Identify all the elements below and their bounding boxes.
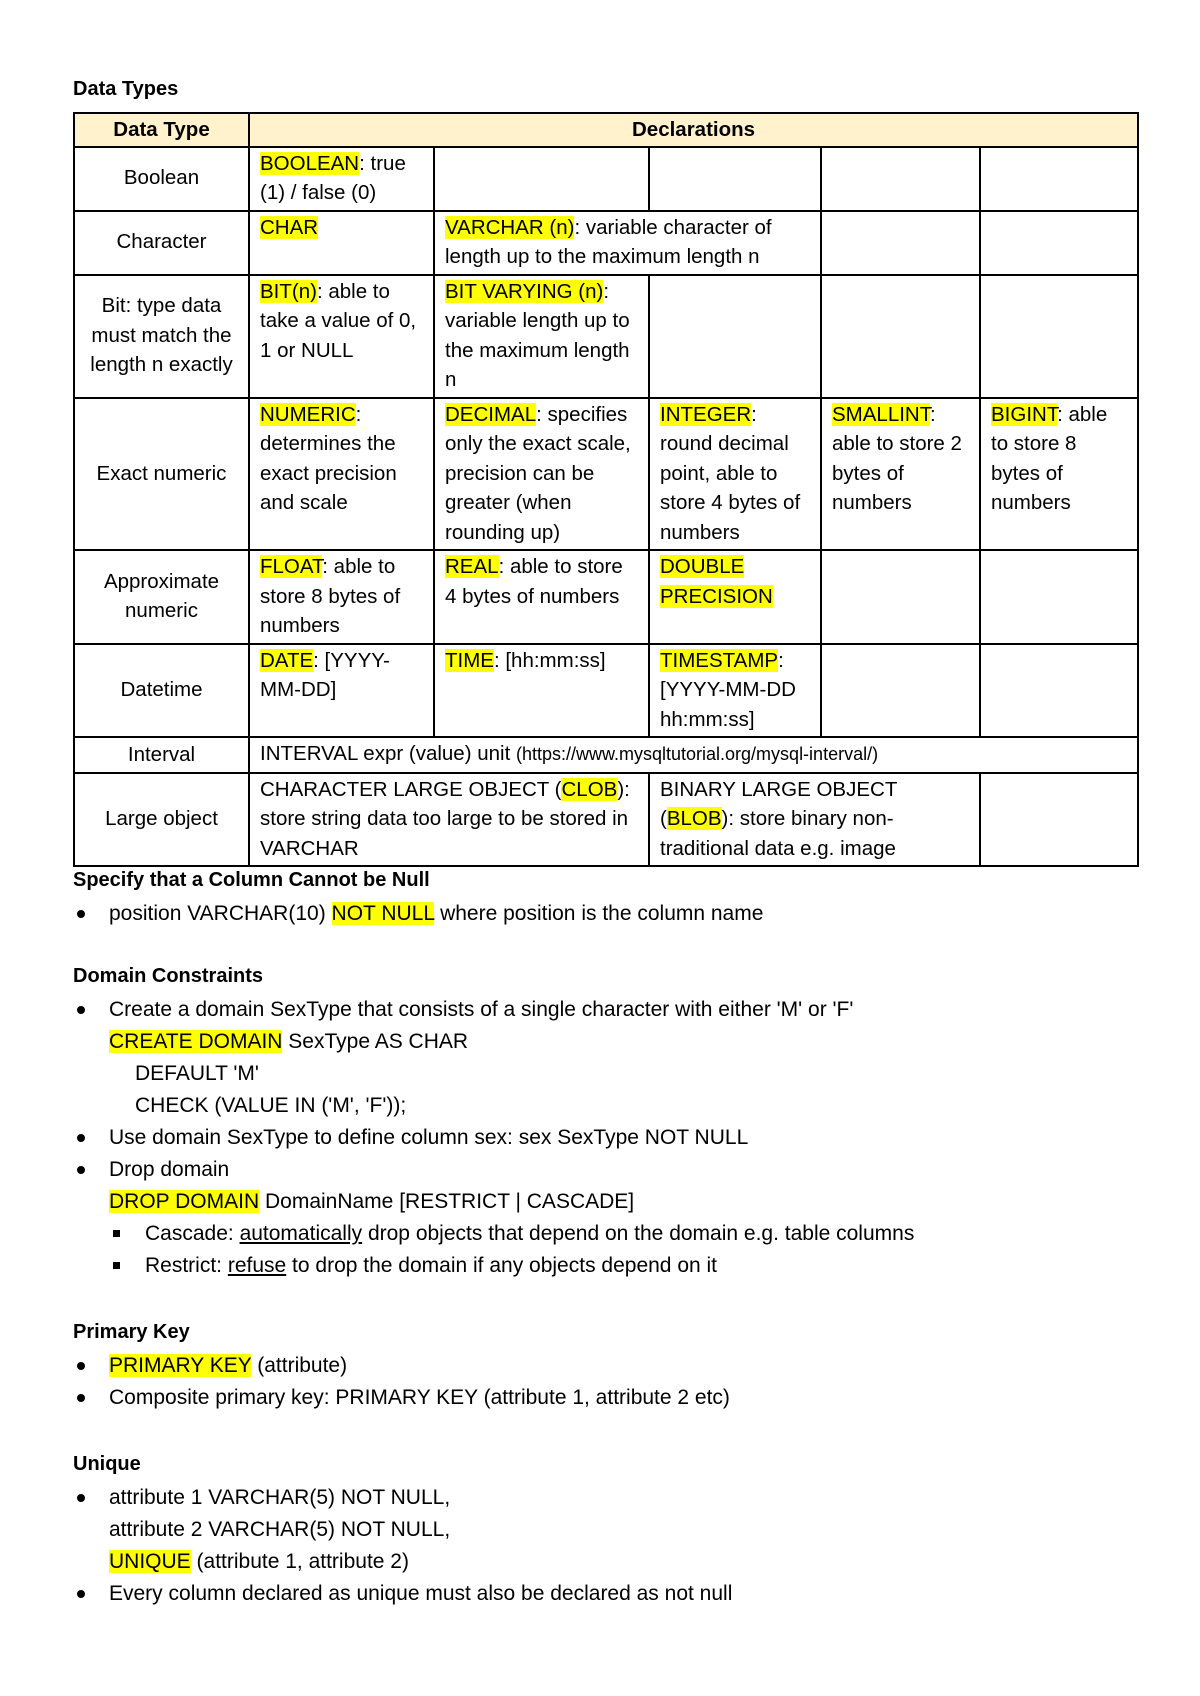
declaration-text: : specifies only the exact scale, precision can be greater (when rounding up) — [445, 402, 631, 544]
declaration-text: : able to store 2 bytes of numbers — [832, 402, 962, 514]
keyword-highlight: SMALLINT — [832, 402, 930, 426]
declaration-text: : true (1) / false (0) — [260, 151, 406, 204]
declaration-cell — [649, 550, 821, 644]
code-line — [109, 1546, 732, 1578]
table-row-character — [74, 211, 1138, 275]
table-row-exact-numeric — [74, 398, 1138, 551]
keyword-highlight: DOUBLE PRECISION — [660, 555, 773, 608]
declaration-cell — [249, 275, 434, 398]
keyword-highlight: DROP DOMAIN — [109, 1190, 260, 1213]
empty-cell — [649, 275, 821, 398]
declaration-text: INTERVAL expr (value) unit — [260, 742, 516, 765]
table-header-row — [74, 113, 1138, 147]
sub-list-item — [109, 1250, 914, 1282]
declaration-cell — [434, 211, 821, 275]
section-heading-primary-key: Primary Key — [73, 1321, 190, 1343]
code-line — [109, 1186, 914, 1218]
declaration-cell — [249, 398, 434, 551]
declaration-cell — [649, 644, 821, 738]
item-text: Restrict: — [145, 1254, 228, 1277]
item-text: (attribute) — [251, 1354, 348, 1377]
item-text: drop objects that depend on the domain e.g. table columns — [362, 1222, 915, 1245]
keyword-highlight: TIME — [445, 648, 494, 672]
table-row-boolean — [74, 147, 1138, 211]
keyword-highlight: DATE — [260, 648, 314, 672]
item-text: Use domain SexType to define column sex: sex SexType NOT NULL — [109, 1126, 749, 1149]
header-data-type: Data Type — [74, 113, 249, 147]
empty-cell — [980, 644, 1138, 738]
item-text: Cascade: — [145, 1222, 240, 1245]
empty-cell — [980, 773, 1138, 867]
keyword-highlight: BOOLEAN — [260, 151, 360, 175]
code-line — [109, 1026, 914, 1058]
section-heading-unique: Unique — [73, 1453, 141, 1475]
item-text: where position is the column name — [434, 902, 764, 925]
keyword-highlight: CHAR — [260, 215, 319, 239]
type-cell: Approximate numeric — [74, 550, 249, 644]
type-cell: Large object — [74, 773, 249, 867]
item-text: Every column declared as unique must also be declared as not null — [109, 1582, 733, 1605]
declaration-cell — [249, 644, 434, 738]
declaration-text: : round decimal point, able to store 4 bytes of numbers — [660, 402, 801, 544]
reference-url: (https://www.mysqltutorial.org/mysql-interval/) — [515, 744, 879, 764]
code-text: DomainName [RESTRICT | CASCADE] — [259, 1190, 635, 1213]
list-item — [73, 1122, 914, 1154]
declaration-text: : determines the exact precision and scale — [260, 402, 397, 514]
type-cell: Interval — [74, 737, 249, 773]
empty-cell — [821, 644, 980, 738]
keyword-highlight: NOT NULL — [331, 902, 435, 925]
table-row-bit — [74, 275, 1138, 398]
declaration-text: ): store string data too large to be stored in VARCHAR — [260, 777, 630, 860]
empty-cell — [980, 211, 1138, 275]
empty-cell — [980, 550, 1138, 644]
empty-cell — [821, 275, 980, 398]
section-heading-domain-constraints: Domain Constraints — [73, 965, 264, 987]
keyword-highlight: PRIMARY KEY — [109, 1354, 252, 1377]
code-line: attribute 1 VARCHAR(5) NOT NULL, — [109, 1486, 451, 1509]
declaration-cell — [980, 398, 1138, 551]
header-declarations: Declarations — [249, 113, 1138, 147]
empty-cell — [821, 550, 980, 644]
declaration-text: ): store binary non-traditional data e.g. image — [660, 807, 896, 860]
list-item — [73, 898, 763, 930]
declaration-text: : able to take a value of 0, 1 or NULL — [260, 279, 417, 362]
item-text: position VARCHAR(10) — [109, 902, 332, 925]
declaration-cell — [649, 398, 821, 551]
item-text: to drop the domain if any objects depend on it — [286, 1254, 718, 1277]
declaration-cell — [821, 398, 980, 551]
declaration-cell — [249, 211, 434, 275]
declaration-text: : able to store 8 bytes of numbers — [991, 402, 1108, 514]
drop-options-list — [109, 1218, 914, 1282]
list-item — [73, 1578, 732, 1610]
keyword-highlight: DECIMAL — [445, 402, 537, 426]
code-line: DEFAULT 'M' — [135, 1062, 259, 1085]
code-text: SexType AS CHAR — [282, 1030, 469, 1053]
empty-cell — [980, 147, 1138, 211]
keyword-highlight: REAL — [445, 555, 499, 578]
declaration-cell — [434, 644, 649, 738]
type-cell: Exact numeric — [74, 398, 249, 551]
type-cell: Boolean — [74, 147, 249, 211]
unique-list — [73, 1482, 732, 1610]
keyword-highlight: BIGINT — [991, 402, 1058, 426]
type-cell: Bit: type data must match the length n exactly — [74, 275, 249, 398]
declaration-text: : variable length up to the maximum length n — [445, 279, 630, 391]
declaration-text: : [hh:mm:ss] — [493, 648, 606, 672]
keyword-highlight: BIT(n) — [260, 279, 317, 303]
empty-cell — [649, 147, 821, 211]
declaration-text: : able to store 8 bytes of numbers — [260, 555, 401, 637]
empty-cell — [821, 211, 980, 275]
keyword-highlight: FLOAT — [260, 555, 323, 578]
declaration-text: : [YYYY-MM-DD] — [260, 648, 390, 701]
keyword-highlight: VARCHAR (n) — [445, 215, 575, 239]
section-heading-data-types: Data Types — [73, 78, 179, 100]
keyword-highlight: BLOB — [666, 807, 722, 830]
item-text: Composite primary key: PRIMARY KEY (attribute 1, attribute 2 etc) — [109, 1386, 730, 1409]
declaration-cell — [249, 773, 649, 867]
type-cell: Character — [74, 211, 249, 275]
list-item — [73, 1482, 732, 1578]
declaration-text: : [YYYY-MM-DD hh:mm:ss] — [660, 648, 796, 731]
declaration-text: BINARY LARGE OBJECT ( — [660, 777, 897, 830]
table-row-large-object — [74, 773, 1138, 867]
keyword-highlight: NUMERIC — [260, 402, 356, 426]
type-cell: Datetime — [74, 644, 249, 738]
table-row-interval — [74, 737, 1138, 773]
declaration-cell — [434, 275, 649, 398]
declaration-cell — [249, 147, 434, 211]
sub-list-item — [109, 1218, 914, 1250]
list-item — [73, 1350, 730, 1382]
table-row-datetime — [74, 644, 1138, 738]
not-null-list — [73, 898, 763, 930]
declaration-cell — [649, 773, 980, 867]
code-line: CHECK (VALUE IN ('M', 'F')); — [135, 1094, 407, 1117]
empty-cell — [434, 147, 649, 211]
empty-cell — [821, 147, 980, 211]
declaration-cell — [434, 550, 649, 644]
declaration-text: CHARACTER LARGE OBJECT ( — [260, 777, 562, 801]
table-row-approximate-numeric — [74, 550, 1138, 644]
list-item — [73, 1382, 730, 1414]
keyword-highlight: BIT VARYING (n) — [445, 279, 604, 303]
domain-list — [73, 994, 914, 1282]
declaration-text: : variable character of length up to the maximum length n — [445, 215, 772, 268]
code-line: attribute 2 VARCHAR(5) NOT NULL, — [109, 1518, 451, 1541]
item-text: Create a domain SexType that consists of a single character with either 'M' or 'F' — [109, 998, 854, 1021]
declaration-text: : able to store 4 bytes of numbers — [445, 555, 623, 608]
keyword-highlight: INTEGER — [660, 402, 752, 426]
list-item — [73, 1154, 914, 1282]
declaration-cell — [249, 550, 434, 644]
keyword-highlight: UNIQUE — [109, 1550, 191, 1573]
keyword-highlight: CREATE DOMAIN — [109, 1030, 283, 1053]
keyword-highlight: CLOB — [561, 777, 618, 801]
declaration-cell — [249, 737, 1138, 773]
section-heading-not-null: Specify that a Column Cannot be Null — [73, 869, 430, 891]
data-types-table — [73, 112, 1139, 867]
underlined-text: automatically — [239, 1222, 363, 1245]
item-text: Drop domain — [109, 1158, 230, 1181]
declaration-cell — [434, 398, 649, 551]
primary-key-list — [73, 1350, 730, 1414]
underlined-text: refuse — [227, 1254, 287, 1277]
empty-cell — [980, 275, 1138, 398]
code-text: (attribute 1, attribute 2) — [190, 1550, 409, 1573]
keyword-highlight: TIMESTAMP — [660, 648, 779, 672]
list-item — [73, 994, 914, 1122]
